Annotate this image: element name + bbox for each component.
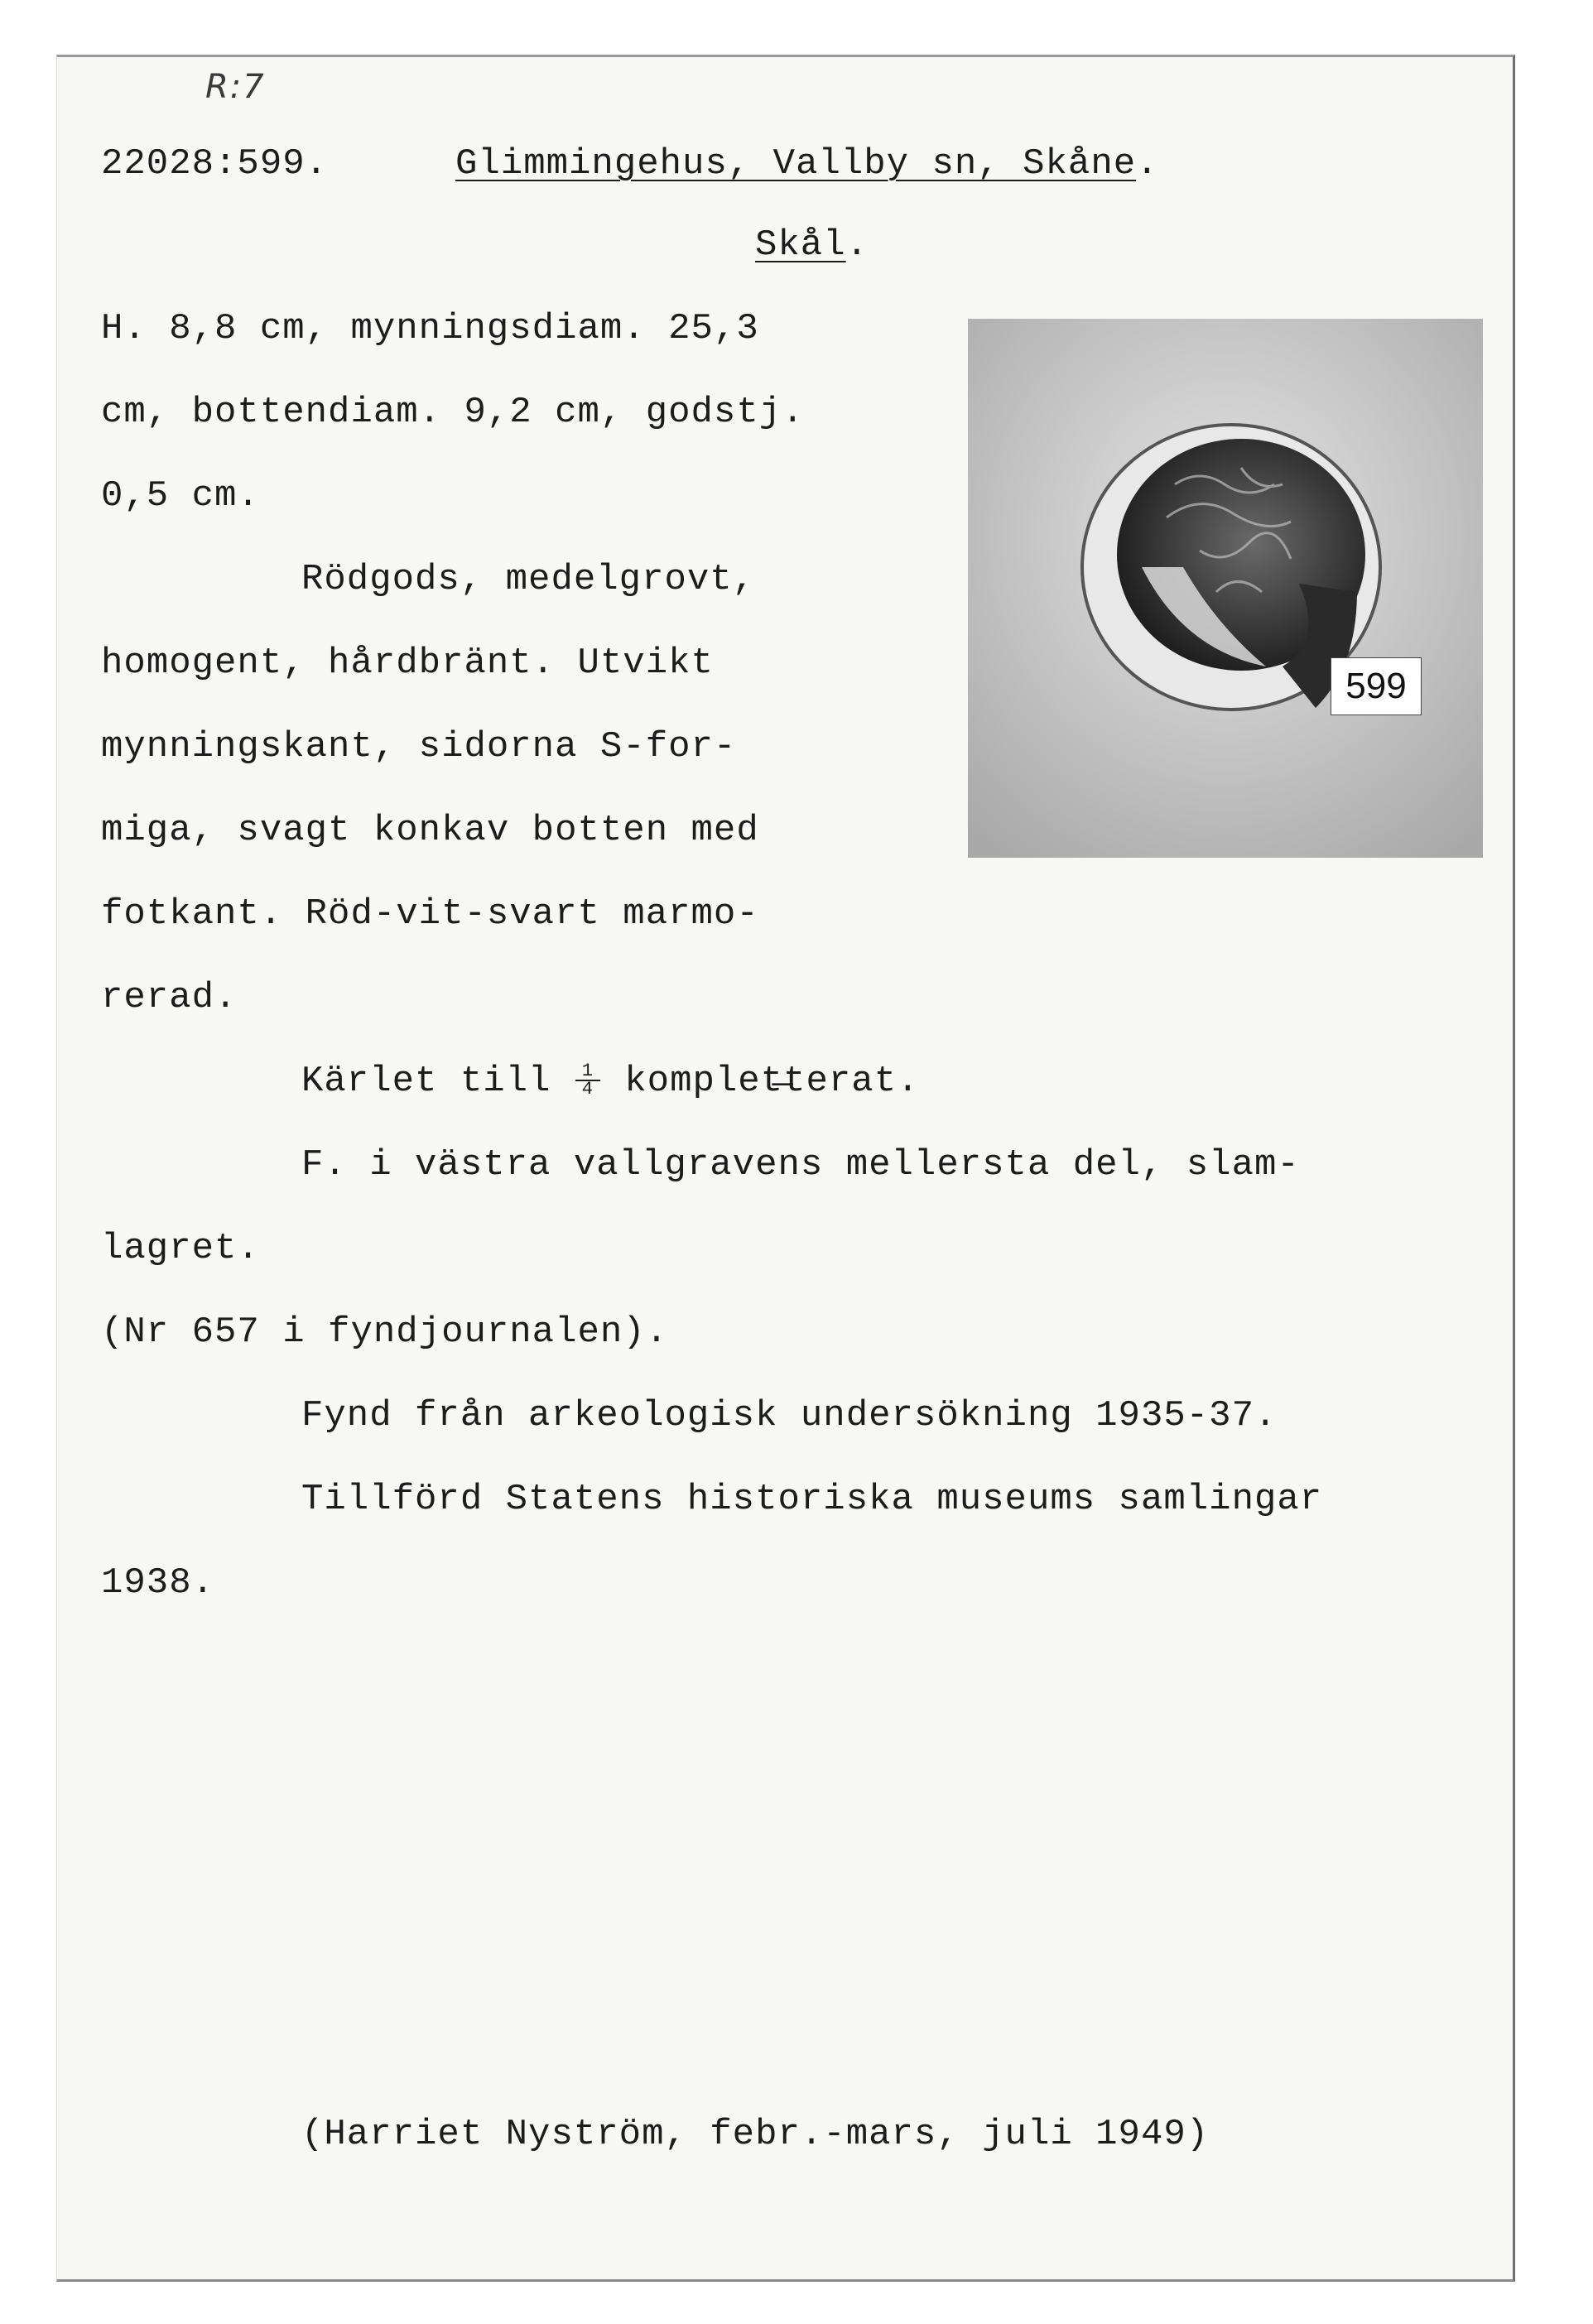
site-heading xyxy=(455,143,1159,185)
description-line: 0,5 cm. xyxy=(101,475,260,517)
accession-line: 1938. xyxy=(101,1562,215,1604)
description-line: miga, svagt konkav botten med xyxy=(101,810,759,851)
description-line: Rödgods, medelgrovt, xyxy=(301,559,756,600)
handwritten-mark: R:7 xyxy=(205,68,266,106)
author-line: (Harriet Nyström, febr.-mars, juli 1949) xyxy=(301,2114,1210,2155)
journal-line: (Nr 657 i fyndjournalen). xyxy=(101,1311,669,1353)
description-line: cm, bottendiam. 9,2 cm, godstj. xyxy=(101,392,805,433)
excavation-line: Fynd från arkeologisk undersökning 1935-37. xyxy=(301,1395,1278,1436)
find-line: lagret. xyxy=(101,1228,260,1269)
fraction-numerator: 1 xyxy=(581,1061,594,1082)
description-line: rerad. xyxy=(101,977,238,1018)
bowl-photo xyxy=(968,319,1483,858)
object-period: . xyxy=(845,224,869,266)
catalog-number: 22028:599. xyxy=(101,143,329,185)
object-name: Skål xyxy=(755,224,846,266)
completion-suffix: komplet̶terat. xyxy=(624,1061,920,1102)
find-line: F. i västra vallgravens mellersta del, slam- xyxy=(301,1144,1300,1186)
fraction-denominator: 4 xyxy=(575,1080,600,1098)
photo-number-label: 599 xyxy=(1331,657,1422,715)
completion-note xyxy=(301,1061,920,1102)
fraction xyxy=(575,1063,600,1098)
object-heading xyxy=(755,224,869,266)
description-line: homogent, hårdbränt. Utvikt xyxy=(101,642,714,684)
completion-prefix: Kärlet till xyxy=(301,1061,551,1102)
accession-line: Tillförd Statens historiska museums samlingar xyxy=(301,1479,1323,1520)
site-period: . xyxy=(1136,143,1159,185)
description-line: H. 8,8 cm, mynningsdiam. 25,3 xyxy=(101,308,759,349)
description-line: fotkant. Röd-vit-svart marmo- xyxy=(101,893,759,935)
description-line: mynningskant, sidorna S-for- xyxy=(101,726,737,767)
site-name: Glimmingehus, Vallby sn, Skåne xyxy=(455,143,1137,185)
bowl-illustration xyxy=(968,319,1483,858)
